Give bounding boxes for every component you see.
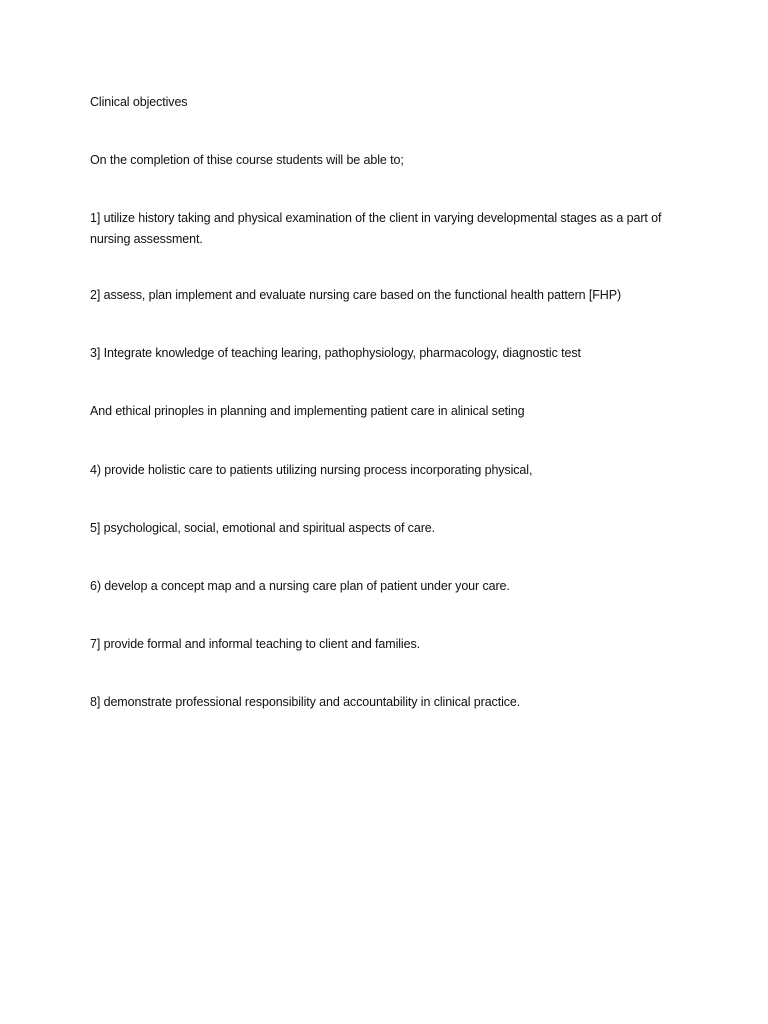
document-title: Clinical objectives [90,95,188,109]
objective-item-7: 7] provide formal and informal teaching to client and families. [90,637,420,651]
objective-item-5: 5] psychological, social, emotional and spiritual aspects of care. [90,521,435,535]
objective-item-8: 8] demonstrate professional responsibility and accountability in clinical practice. [90,695,521,709]
objective-item-2: 2] assess, plan implement and evaluate nursing care based on the functional health pattern [FHP) [90,288,622,302]
objective-item-4: 4) provide holistic care to patients utilizing nursing process incorporating physical, [90,463,533,477]
objective-item-6: 6) develop a concept map and a nursing care plan of patient under your care. [90,579,510,593]
objective-item-1: 1] utilize history taking and physical examination of the client in varying developmental stages as a part of nursing assessment. [90,211,662,246]
intro-paragraph: On the completion of thise course students will be able to; [90,153,404,167]
objective-item-3: 3] Integrate knowledge of teaching learing, pathophysiology, pharmacology, diagnostic test [90,346,581,360]
objective-item-3-continuation: And ethical prinoples in planning and implementing patient care in alinical seting [90,404,525,418]
